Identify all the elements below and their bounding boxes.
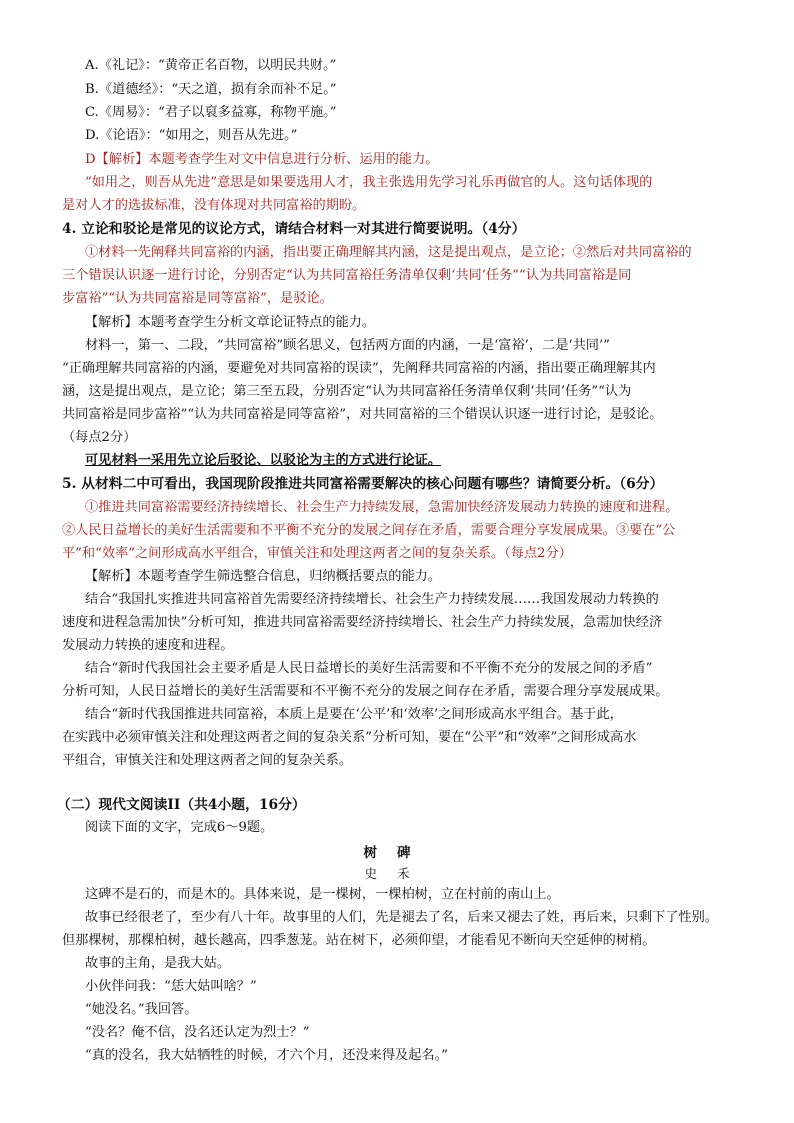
q4-answer-line-3: 步富裕”“认为共同富裕是同等富裕”，是驳论。 [62, 291, 333, 306]
q4-score-note: （每点2分） [62, 430, 137, 445]
q5-answer-line-2: ②人民日益增长的美好生活需要和不平衡不充分的发展之间存在矛盾，需要合理分享发展成果。③要在“公 [62, 523, 676, 538]
section-2-instruction: 阅读下面的文字，完成6～9题。 [85, 820, 274, 835]
q5-analysis-label: 【解析】本题考查学生筛选整合信息，归纳概括要点的能力。 [85, 569, 442, 584]
story-line-5: “她没名。”我回答。 [85, 1002, 198, 1017]
story-title: 树碑 [363, 845, 431, 861]
q5-analysis-p1-line-2: 速度和进程急需加快”分析可知，推进共同富裕需要经济持续增长、社会生产力持续发展，急需加快经济 [62, 615, 663, 630]
q5-analysis-p3-line-2: 在实践中必须审慎关注和处理这两者之间的复杂关系”分析可知，要在“公平”和“效率”之间形成高水 [62, 730, 637, 745]
q5-answer-line-3: 平”和“效率”之间形成高水平组合，审慎关注和处理这两者之间的复杂关系。（每点2分） [62, 546, 572, 561]
q5-analysis-p2-line-1: 结合“新时代我国社会主要矛盾是人民日益增长的美好生活需要和不平衡不充分的发展之间的矛盾” [85, 661, 653, 676]
q4-answer-line-1: ①材料一先阐释共同富裕的内涵，指出要正确理解其内涵，这是提出观点，是立论；②然后对共同富裕的 [85, 245, 692, 260]
question-4-title: 4. 立论和驳论是常见的议论方式，请结合材料一对其进行简要说明。（4分） [62, 221, 526, 237]
story-line-4: 小伙伴问我：“恁大姑叫啥？” [85, 979, 257, 994]
q4-analysis-label: 【解析】本题考查学生分析文章论证特点的能力。 [85, 315, 376, 330]
story-line-1: 这碑不是石的，而是木的。具体来说，是一棵树，一棵柏树，立在村前的南山上。 [85, 887, 560, 902]
q4-analysis-line-1: 材料一，第一、二段，“共同富裕”顾名思义，包括两方面的内涵，一是‘富裕’，二是‘共同’” [85, 338, 610, 353]
story-line-2a: 故事已经很老了，至少有八十年。故事里的人们，先是褪去了名，后来又褪去了姓，再后来，只剩下了性别。 [85, 910, 718, 925]
q5-analysis-p2-line-2: 分析可知，人民日益增长的美好生活需要和不平衡不充分的发展之间存在矛盾，需要合理分享发展成果。 [62, 684, 669, 699]
story-line-6: “没名？俺不信，没名还认定为烈士？” [85, 1025, 310, 1040]
q3-explain-line-1: “如用之，则吾从先进”意思是如果要选用人才，我主张选用先学习礼乐再做官的人。这句话体现的 [85, 175, 653, 190]
option-a: A.《礼记》：“黄帝正名百物，以明民共财。” [85, 58, 337, 73]
q3-explain-line-2: 是对人才的选拔标准，没有体现对共同富裕的期盼。 [62, 198, 366, 213]
story-line-7: “真的没名，我大姑牺牲的时候，才六个月，还没来得及起名。” [85, 1048, 448, 1063]
option-c: C.《周易》：“君子以裒多益寡，称物平施。” [85, 105, 337, 120]
story-line-2b: 但那棵树，那棵柏树，越长越高，四季葱茏。站在树下，必须仰望，才能看见不断向天空延伸的树梢。 [62, 933, 656, 948]
story-author: 史禾 [364, 866, 430, 881]
q3-answer: D【解析】本题考查学生对文中信息进行分析、运用的能力。 [85, 152, 439, 167]
q4-answer-line-2: 三个错误认识逐一进行讨论，分别否定“认为共同富裕任务清单仅剩‘共同’任务”“认为共同富裕是同 [62, 268, 632, 283]
q4-analysis-line-4: 共同富裕是同步富裕”“认为共同富裕是同等富裕”，对共同富裕的三个错误认识逐一进行讨论，是驳论。 [62, 407, 663, 422]
q4-analysis-line-3: 涵，这是提出观点，是立论；第三至五段，分别否定“认为共同富裕任务清单仅剩‘共同’任务”“认为 [62, 384, 632, 399]
q4-analysis-line-2: “正确理解共同富裕的内涵，要避免对共同富裕的误读”，先阐释共同富裕的内涵，指出要正确理解其内 [62, 361, 656, 376]
story-line-3: 故事的主角，是我大姑。 [85, 956, 231, 971]
q5-analysis-p1-line-1: 结合“我国扎实推进共同富裕首先需要经济持续增长、社会生产力持续发展……我国发展动力转换的 [85, 592, 659, 607]
q5-analysis-p3-line-3: 平组合，审慎关注和处理这两者之间的复杂关系。 [62, 753, 353, 768]
option-b: B.《道德经》：“天之道，损有余而补不足。” [85, 82, 337, 97]
question-5-title: 5. 从材料二中可看出，我国现阶段推进共同富裕需要解决的核心问题有哪些？请简要分析。（6分） [62, 476, 664, 492]
section-2-title: （二）现代文阅读II（共4小题，16分） [57, 797, 306, 813]
q5-analysis-p3-line-1: 结合“新时代我国推进共同富裕，本质上是要在‘公平’和‘效率’之间形成高水平组合。基于此， [85, 707, 623, 722]
q5-analysis-p1-line-3: 发展动力转换的速度和进程。 [62, 638, 234, 653]
option-d: D.《论语》：“如用之，则吾从先进。” [85, 128, 298, 143]
q5-answer-line-1: ①推进共同富裕需要经济持续增长、社会生产力持续发展，急需加快经济发展动力转换的速度和进程。 [85, 500, 679, 515]
q4-conclusion: 可见材料一采用先立论后驳论、以驳论为主的方式进行论证。 [85, 453, 442, 468]
